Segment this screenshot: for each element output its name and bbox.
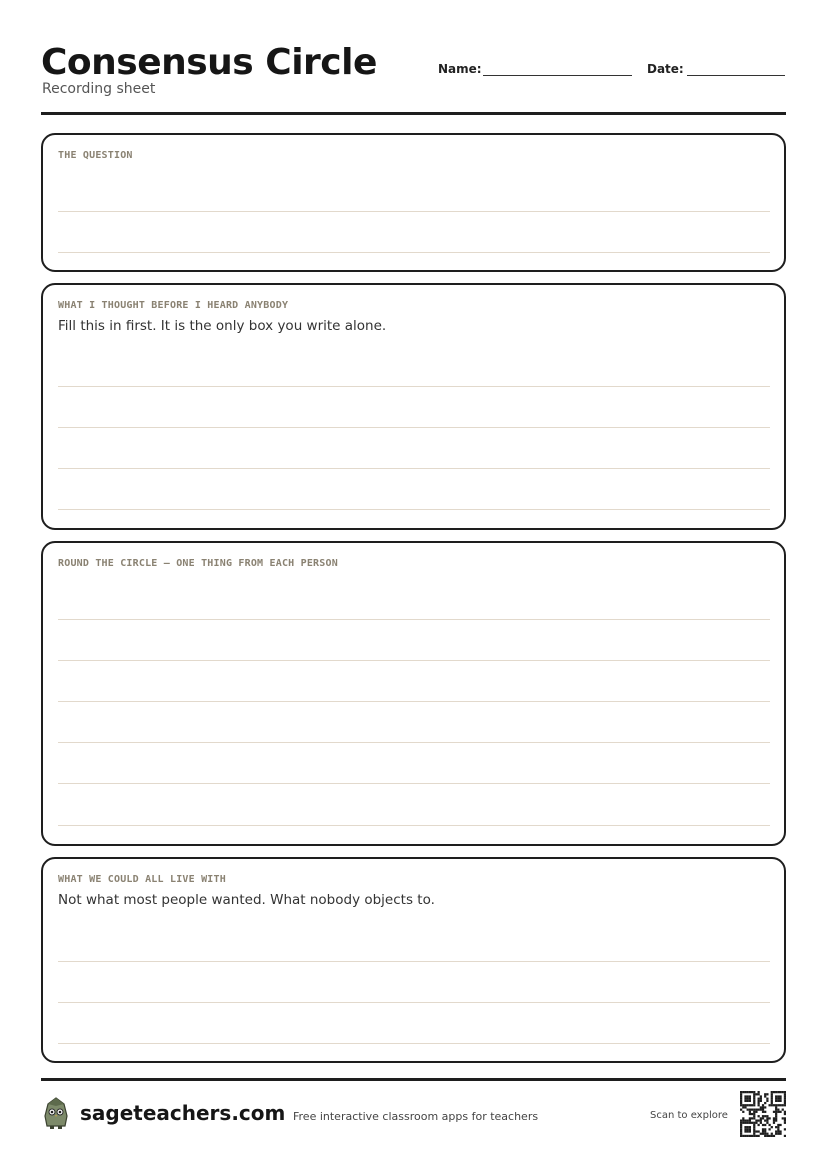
qr-module: [775, 1126, 777, 1128]
qr-module: [742, 1104, 744, 1106]
page-title: Consensus Circle: [41, 42, 377, 83]
qr-module: [749, 1126, 751, 1128]
qr-module: [758, 1098, 760, 1100]
writing-line[interactable]: [58, 386, 770, 387]
writing-line[interactable]: [58, 252, 770, 253]
qr-module: [775, 1119, 777, 1121]
qr-module: [760, 1100, 762, 1102]
qr-module: [742, 1122, 744, 1124]
qr-module: [779, 1095, 781, 1097]
qr-module: [742, 1106, 744, 1108]
qr-module: [758, 1104, 760, 1106]
qr-module: [751, 1109, 753, 1111]
qr-module: [775, 1091, 777, 1093]
qr-module: [749, 1113, 751, 1115]
qr-module: [753, 1093, 755, 1095]
qr-module: [771, 1133, 773, 1135]
qr-module: [747, 1119, 749, 1121]
qr-module: [777, 1100, 779, 1102]
qr-module: [784, 1095, 786, 1097]
qr-module: [766, 1100, 768, 1102]
qr-module: [753, 1115, 755, 1117]
qr-module: [749, 1095, 751, 1097]
qr-module: [777, 1098, 779, 1100]
qr-module: [762, 1133, 764, 1135]
round-circle-label: ROUND THE CIRCLE — ONE THING FROM EACH PERSON: [58, 558, 338, 569]
qr-module: [753, 1100, 755, 1102]
qr-module: [744, 1119, 746, 1121]
qr-module: [751, 1113, 753, 1115]
qr-module: [747, 1104, 749, 1106]
qr-module: [784, 1122, 786, 1124]
writing-line[interactable]: [58, 1043, 770, 1044]
qr-module: [755, 1122, 757, 1124]
qr-module: [758, 1091, 760, 1093]
writing-line[interactable]: [58, 660, 770, 661]
qr-module: [755, 1135, 757, 1137]
qr-module: [742, 1117, 744, 1119]
qr-module: [742, 1119, 744, 1121]
qr-module: [762, 1124, 764, 1126]
qr-module: [764, 1135, 766, 1137]
qr-module: [766, 1117, 768, 1119]
qr-module: [777, 1128, 779, 1130]
writing-line[interactable]: [58, 509, 770, 510]
qr-module: [758, 1135, 760, 1137]
qr-module: [742, 1091, 744, 1093]
qr-module: [768, 1124, 770, 1126]
qr-module: [782, 1091, 784, 1093]
date-label: Date:: [647, 62, 684, 76]
qr-module: [751, 1104, 753, 1106]
qr-module: [740, 1102, 742, 1104]
qr-module: [760, 1122, 762, 1124]
qr-module: [773, 1122, 775, 1124]
qr-module: [758, 1124, 760, 1126]
qr-module: [760, 1119, 762, 1121]
writing-line[interactable]: [58, 1002, 770, 1003]
qr-module: [771, 1091, 773, 1093]
qr-module: [764, 1095, 766, 1097]
qr-module: [777, 1095, 779, 1097]
qr-module: [779, 1111, 781, 1113]
qr-module: [744, 1095, 746, 1097]
qr-module: [747, 1130, 749, 1132]
qr-module: [771, 1098, 773, 1100]
qr-module: [766, 1122, 768, 1124]
qr-module: [768, 1117, 770, 1119]
qr-module: [755, 1130, 757, 1132]
qr-module: [758, 1130, 760, 1132]
qr-module: [773, 1091, 775, 1093]
qr-module: [775, 1117, 777, 1119]
qr-module: [764, 1106, 766, 1108]
qr-module: [764, 1093, 766, 1095]
qr-module: [740, 1100, 742, 1102]
date-field[interactable]: [687, 75, 785, 76]
writing-line[interactable]: [58, 825, 770, 826]
qr-code-icon[interactable]: [740, 1091, 786, 1137]
qr-module: [740, 1126, 742, 1128]
writing-line[interactable]: [58, 783, 770, 784]
brand-link[interactable]: sageteachers.com: [80, 1101, 286, 1125]
qr-module: [753, 1130, 755, 1132]
qr-module: [744, 1091, 746, 1093]
qr-module: [758, 1119, 760, 1121]
qr-module: [747, 1122, 749, 1124]
before-thoughts-box: [41, 283, 786, 530]
qr-module: [779, 1133, 781, 1135]
qr-module: [749, 1117, 751, 1119]
writing-line[interactable]: [58, 742, 770, 743]
qr-module: [753, 1135, 755, 1137]
qr-module: [747, 1091, 749, 1093]
qr-module: [749, 1104, 751, 1106]
qr-module: [777, 1109, 779, 1111]
qr-module: [744, 1098, 746, 1100]
qr-module: [773, 1135, 775, 1137]
qr-module: [777, 1124, 779, 1126]
live-with-label: WHAT WE COULD ALL LIVE WITH: [58, 874, 226, 885]
qr-module: [740, 1133, 742, 1135]
question-box: [41, 133, 786, 272]
qr-module: [773, 1111, 775, 1113]
qr-module: [766, 1133, 768, 1135]
live-with-box: [41, 857, 786, 1063]
qr-module: [777, 1091, 779, 1093]
writing-line[interactable]: [58, 961, 770, 962]
qr-module: [744, 1126, 746, 1128]
writing-line[interactable]: [58, 619, 770, 620]
qr-module: [782, 1109, 784, 1111]
qr-module: [744, 1100, 746, 1102]
qr-module: [740, 1091, 742, 1093]
qr-module: [773, 1117, 775, 1119]
qr-module: [775, 1104, 777, 1106]
qr-module: [760, 1106, 762, 1108]
qr-module: [784, 1091, 786, 1093]
qr-module: [751, 1091, 753, 1093]
qr-module: [779, 1100, 781, 1102]
qr-module: [758, 1093, 760, 1095]
qr-module: [764, 1130, 766, 1132]
qr-module: [764, 1133, 766, 1135]
qr-module: [747, 1109, 749, 1111]
qr-module: [753, 1109, 755, 1111]
qr-module: [744, 1122, 746, 1124]
qr-module: [764, 1128, 766, 1130]
qr-module: [766, 1115, 768, 1117]
qr-module: [751, 1135, 753, 1137]
qr-module: [740, 1093, 742, 1095]
qr-module: [784, 1111, 786, 1113]
qr-module: [777, 1130, 779, 1132]
qr-module: [766, 1098, 768, 1100]
qr-module: [768, 1104, 770, 1106]
qr-module: [749, 1111, 751, 1113]
qr-module: [784, 1119, 786, 1121]
writing-line[interactable]: [58, 211, 770, 212]
qr-module: [771, 1102, 773, 1104]
qr-module: [749, 1135, 751, 1137]
qr-module: [758, 1109, 760, 1111]
qr-module: [749, 1130, 751, 1132]
qr-module: [749, 1119, 751, 1121]
qr-module: [762, 1117, 764, 1119]
qr-module: [753, 1095, 755, 1097]
before-thoughts-label: WHAT I THOUGHT BEFORE I HEARD ANYBODY: [58, 300, 289, 311]
qr-module: [740, 1124, 742, 1126]
writing-line[interactable]: [58, 701, 770, 702]
qr-module: [753, 1126, 755, 1128]
qr-module: [758, 1115, 760, 1117]
qr-module: [740, 1098, 742, 1100]
qr-module: [762, 1109, 764, 1111]
qr-module: [768, 1135, 770, 1137]
qr-module: [744, 1106, 746, 1108]
qr-module: [777, 1111, 779, 1113]
qr-module: [749, 1091, 751, 1093]
header-divider: [41, 112, 786, 115]
qr-module: [779, 1098, 781, 1100]
qr-module: [744, 1130, 746, 1132]
qr-module: [784, 1117, 786, 1119]
qr-module: [740, 1109, 742, 1111]
name-field[interactable]: [483, 75, 632, 76]
qr-module: [782, 1104, 784, 1106]
footer-tagline: Free interactive classroom apps for teachers: [293, 1110, 539, 1123]
qr-module: [771, 1093, 773, 1095]
qr-module: [784, 1104, 786, 1106]
qr-module: [784, 1128, 786, 1130]
qr-module: [747, 1095, 749, 1097]
qr-module: [753, 1091, 755, 1093]
qr-module: [744, 1135, 746, 1137]
qr-module: [779, 1104, 781, 1106]
live-with-hint: Not what most people wanted. What nobody objects to.: [58, 892, 435, 908]
qr-module: [747, 1100, 749, 1102]
qr-module: [771, 1126, 773, 1128]
qr-module: [755, 1119, 757, 1121]
qr-module: [779, 1130, 781, 1132]
qr-module: [779, 1124, 781, 1126]
qr-module: [760, 1095, 762, 1097]
qr-module: [740, 1119, 742, 1121]
qr-module: [760, 1109, 762, 1111]
qr-module: [753, 1113, 755, 1115]
qr-module: [775, 1115, 777, 1117]
qr-module: [771, 1104, 773, 1106]
writing-line[interactable]: [58, 468, 770, 469]
qr-module: [784, 1093, 786, 1095]
qr-module: [773, 1104, 775, 1106]
qr-module: [753, 1111, 755, 1113]
before-thoughts-hint: Fill this in first. It is the only box you write alone.: [58, 318, 387, 334]
qr-module: [766, 1093, 768, 1095]
qr-module: [775, 1098, 777, 1100]
qr-module: [753, 1098, 755, 1100]
qr-module: [747, 1135, 749, 1137]
qr-module: [740, 1135, 742, 1137]
qr-module: [744, 1128, 746, 1130]
qr-module: [764, 1111, 766, 1113]
qr-module: [775, 1130, 777, 1132]
qr-module: [753, 1102, 755, 1104]
qr-module: [758, 1100, 760, 1102]
qr-module: [775, 1113, 777, 1115]
question-box-label: THE QUESTION: [58, 150, 133, 161]
qr-module: [764, 1115, 766, 1117]
qr-module: [762, 1106, 764, 1108]
qr-module: [744, 1104, 746, 1106]
qr-module: [742, 1111, 744, 1113]
qr-module: [758, 1102, 760, 1104]
qr-module: [775, 1106, 777, 1108]
qr-module: [777, 1104, 779, 1106]
qr-module: [777, 1133, 779, 1135]
qr-module: [766, 1135, 768, 1137]
qr-module: [740, 1130, 742, 1132]
qr-module: [753, 1128, 755, 1130]
qr-module: [747, 1098, 749, 1100]
qr-module: [749, 1100, 751, 1102]
qr-module: [753, 1104, 755, 1106]
footer-divider: [41, 1078, 786, 1081]
name-label: Name:: [438, 62, 482, 76]
qr-module: [753, 1117, 755, 1119]
qr-module: [766, 1119, 768, 1121]
qr-module: [784, 1100, 786, 1102]
qr-module: [775, 1100, 777, 1102]
qr-module: [784, 1098, 786, 1100]
qr-module: [784, 1102, 786, 1104]
qr-module: [764, 1119, 766, 1121]
qr-module: [784, 1113, 786, 1115]
qr-module: [755, 1111, 757, 1113]
qr-module: [749, 1109, 751, 1111]
qr-module: [753, 1133, 755, 1135]
qr-module: [753, 1124, 755, 1126]
qr-module: [762, 1130, 764, 1132]
qr-module: [760, 1133, 762, 1135]
qr-module: [784, 1135, 786, 1137]
writing-line[interactable]: [58, 427, 770, 428]
qr-module: [755, 1109, 757, 1111]
qr-module: [751, 1122, 753, 1124]
qr-module: [762, 1128, 764, 1130]
qr-module: [775, 1109, 777, 1111]
qr-module: [740, 1128, 742, 1130]
qr-module: [760, 1117, 762, 1119]
qr-module: [775, 1133, 777, 1135]
page-subtitle: Recording sheet: [42, 81, 156, 97]
qr-module: [777, 1126, 779, 1128]
qr-module: [760, 1098, 762, 1100]
owl-mascot-icon: [42, 1096, 70, 1130]
qr-module: [782, 1117, 784, 1119]
qr-module: [753, 1122, 755, 1124]
qr-module: [771, 1095, 773, 1097]
qr-module: [773, 1119, 775, 1121]
qr-module: [768, 1128, 770, 1130]
qr-module: [762, 1115, 764, 1117]
qr-module: [740, 1104, 742, 1106]
qr-module: [749, 1122, 751, 1124]
qr-module: [747, 1126, 749, 1128]
qr-module: [740, 1095, 742, 1097]
qr-module: [775, 1111, 777, 1113]
qr-module: [740, 1122, 742, 1124]
qr-module: [779, 1091, 781, 1093]
qr-module: [764, 1124, 766, 1126]
qr-module: [751, 1117, 753, 1119]
qr-module: [749, 1128, 751, 1130]
qr-module: [771, 1135, 773, 1137]
qr-module: [755, 1093, 757, 1095]
qr-module: [764, 1102, 766, 1104]
qr-module: [742, 1135, 744, 1137]
qr-module: [747, 1128, 749, 1130]
qr-module: [762, 1104, 764, 1106]
qr-module: [762, 1111, 764, 1113]
qr-module: [749, 1098, 751, 1100]
qr-module: [771, 1100, 773, 1102]
qr-module: [775, 1095, 777, 1097]
round-circle-box: [41, 541, 786, 846]
scan-label: Scan to explore: [650, 1110, 728, 1121]
